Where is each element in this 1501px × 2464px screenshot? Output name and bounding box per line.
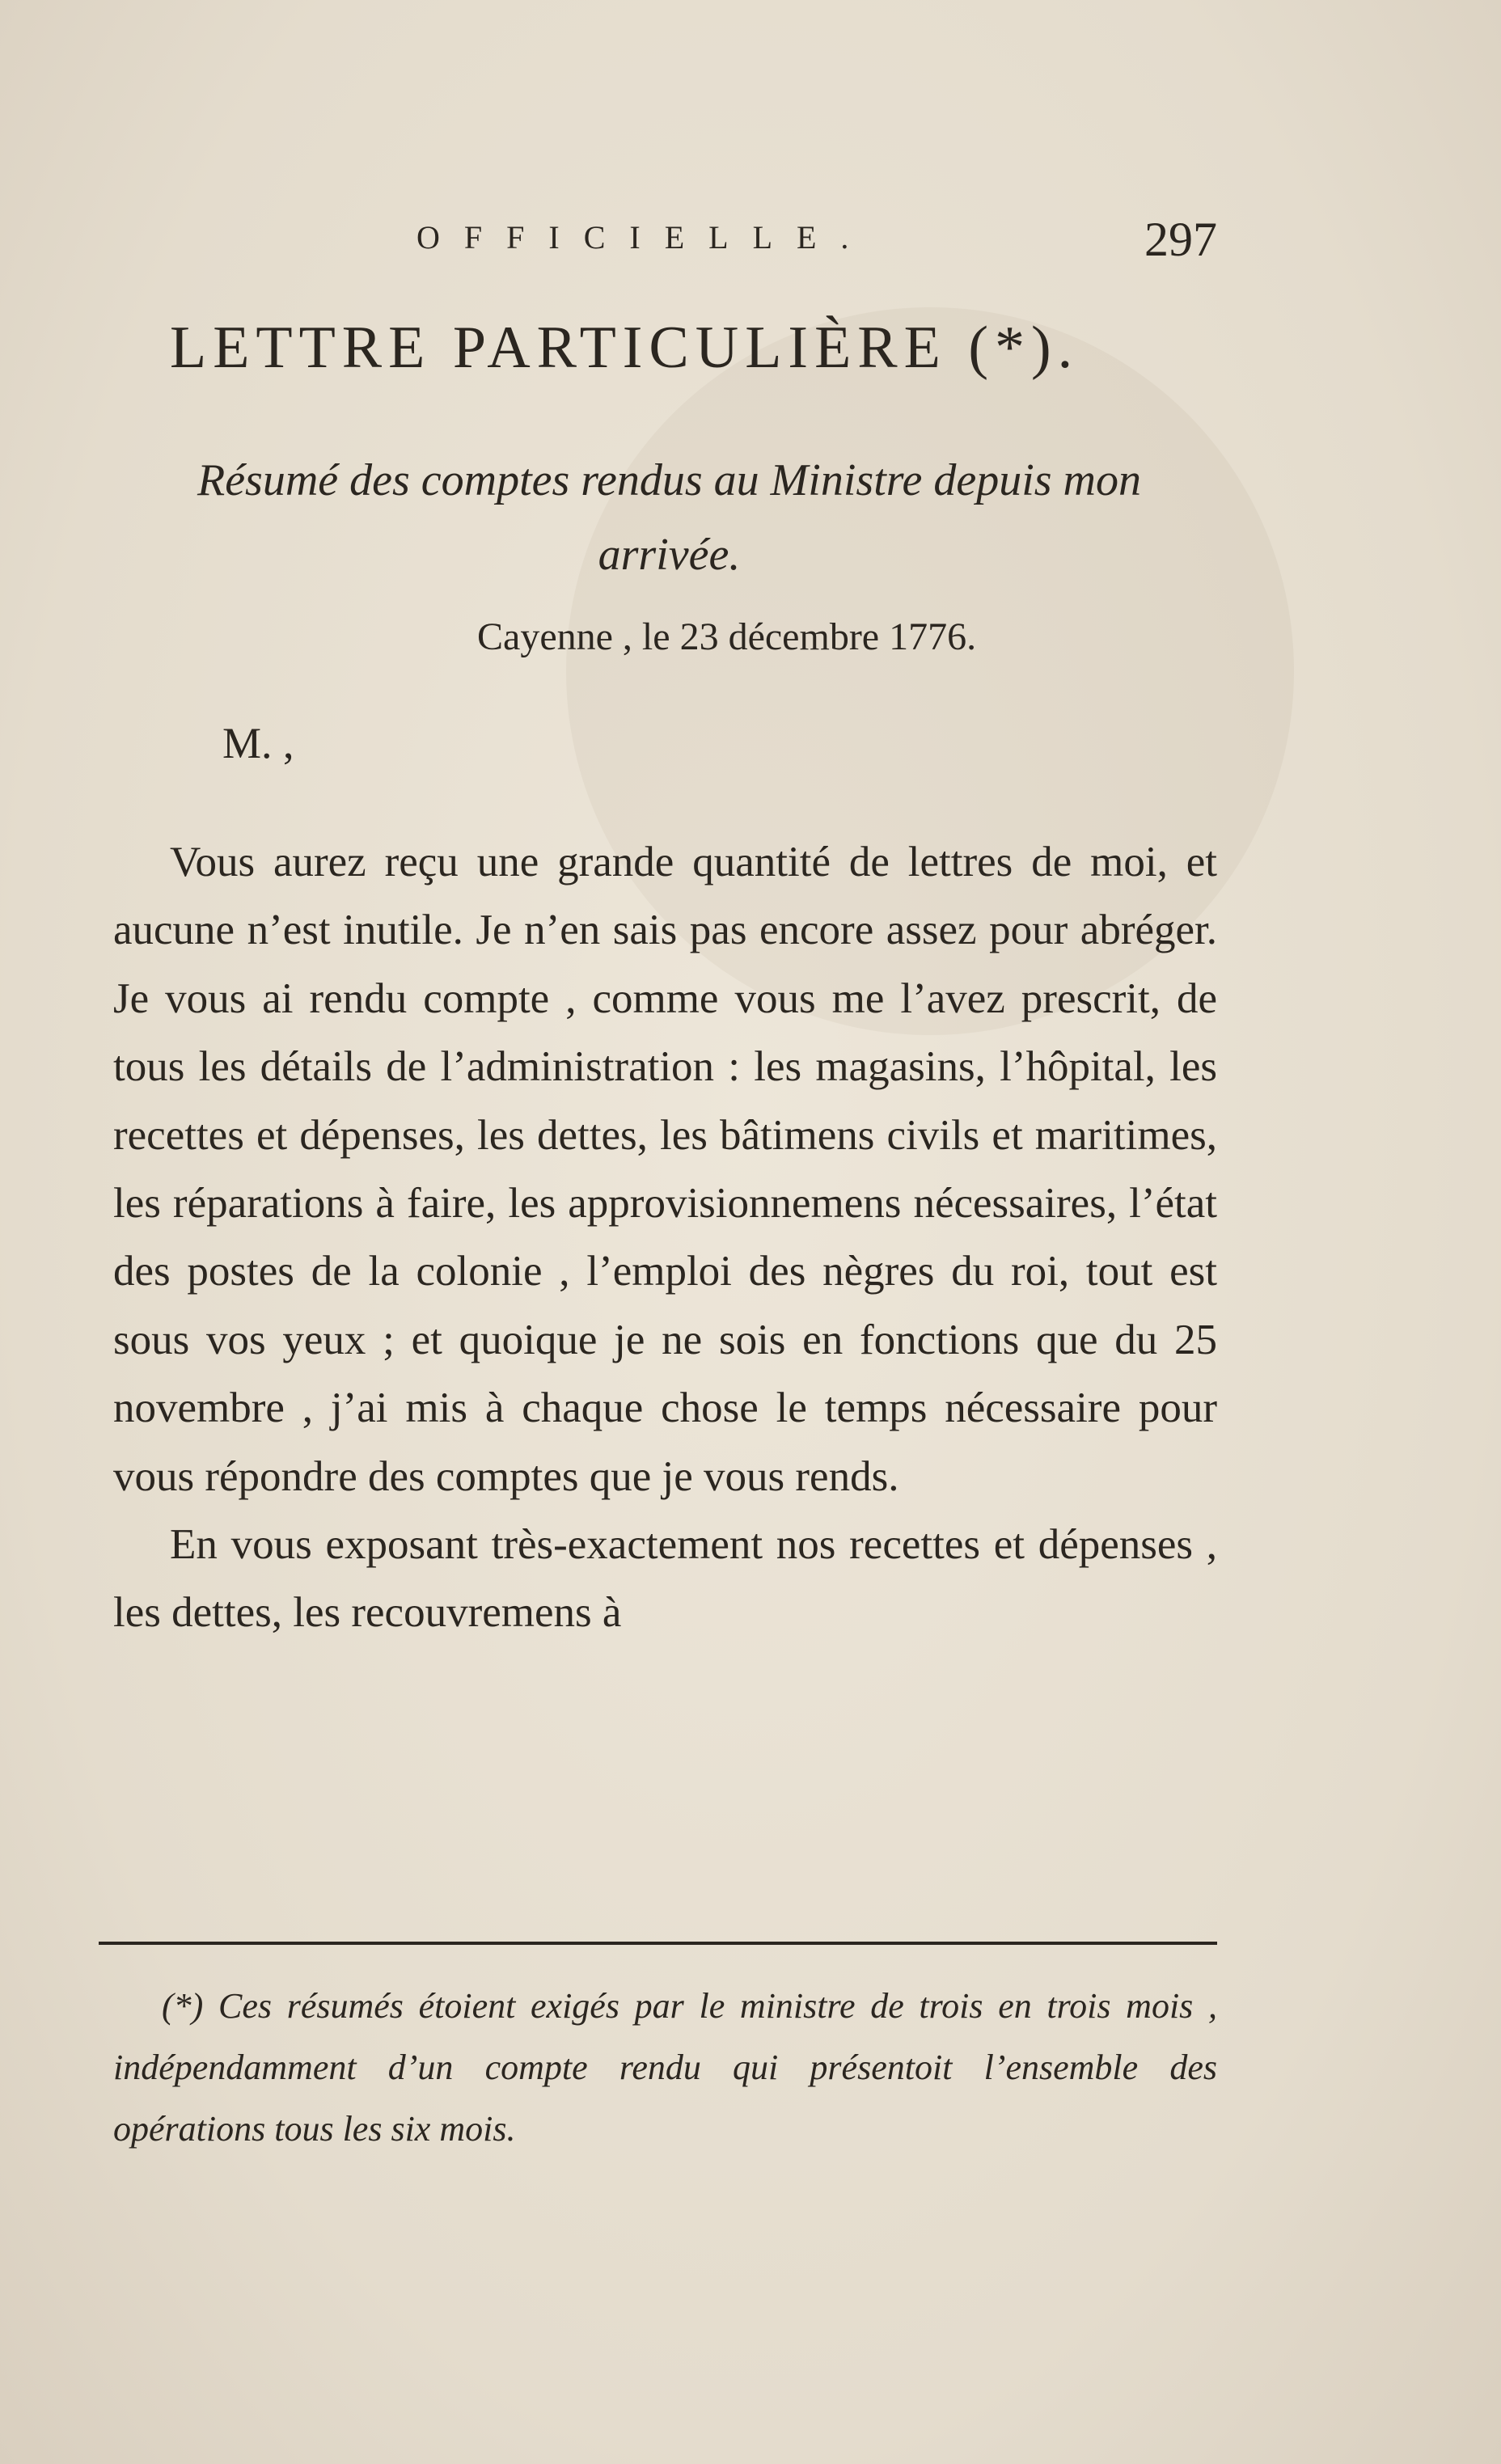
- paragraph: Vous aurez reçu une grande quantité de lettres de moi, et aucune n’est inutile. Je n’en sais pas encore assez pour abréger. Je vous ai rendu compte , comme vous me l’avez prescrit, de tous les détails de l’administration : les magasins, l’hôpital, les recettes et dépenses, les dettes, les bâtimens civils et maritimes, les réparations à faire, les approvisionnemens nécessaires, l’état des postes de la colonie , l’emploi des nègres du roi, tout est sous vos yeux ; et quoique je ne sois en fonctions que du 25 novembre , j’ai mis à chaque chose le temps nécessaire pour vous répondre des comptes que je vous rends.: [113, 839, 1217, 1500]
- salutation: M. ,: [222, 719, 294, 767]
- page-number: 297: [1144, 213, 1217, 266]
- running-title: OFFICIELLE.: [416, 219, 873, 256]
- letter-body: [113, 828, 1217, 1647]
- dateline: Cayenne , le 23 décembre 1776.: [477, 615, 977, 658]
- letter-title: LETTRE PARTICULIÈRE (*).: [170, 315, 1080, 381]
- paragraph: En vous exposant très-exactement nos recettes et dépenses , les dettes, les recouvremens à: [113, 1521, 1217, 1637]
- letter-subtitle: Résumé des comptes rendus au Ministre depuis mon arrivée.: [197, 455, 1141, 580]
- footnote-text: (*) Ces résumés étoient exigés par le ministre de trois en trois mois , indépendamment d’un compte rendu qui présentoit l’ensemble des opérations tous les six mois.: [113, 1986, 1217, 2149]
- footnote: [113, 1976, 1217, 2160]
- running-head: [416, 212, 1217, 277]
- footnote-divider: [99, 1942, 1217, 1945]
